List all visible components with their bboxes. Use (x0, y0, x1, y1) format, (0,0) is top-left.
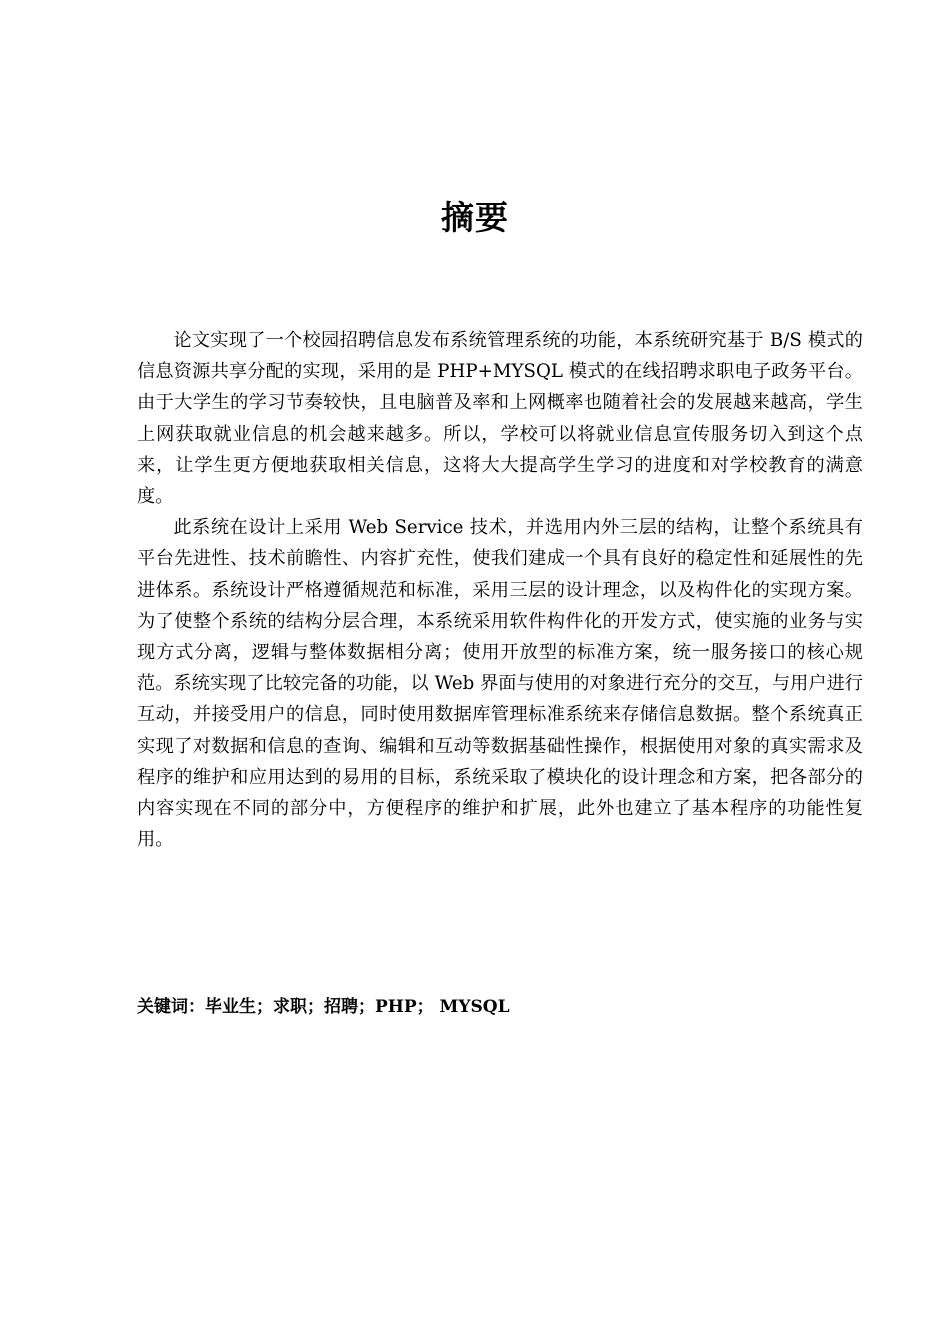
abstract-paragraph-2: 此系统在设计上采用 Web Service 技术，并选用内外三层的结构，让整个系统具有平台先进性、技术前瞻性、内容扩充性，使我们建成一个具有良好的稳定性和延展性的先进体系。系统设计严格遵循规范和标准，采用三层的设计理念，以及构件化的实现方案。为了使整个系统的结构分层合理，本系统采用软件构件化的开发方式，使实施的业务与实现方式分离，逻辑与整体数据相分离；使用开放型的标准方案，统一服务接口的核心规范。系统实现了比较完备的功能，以 Web 界面与使用的对象进行充分的交互，与用户进行互动，并接受用户的信息，同时使用数据库管理标准系统来存储信息数据。整个系统真正实现了对数据和信息的查询、编辑和互动等数据基础性操作，根据使用对象的真实需求及程序的维护和应用达到的易用的目标，系统采取了模块化的设计理念和方案，把各部分的内容实现在不同的部分中，方便程序的维护和扩展，此外也建立了基本程序的功能性复用。 (137, 517, 863, 851)
page-title: 摘要 (441, 198, 509, 237)
keywords-line: 关键词：毕业生；求职；招聘；PHP； MYSQL (137, 997, 510, 1017)
abstract-paragraph-1: 论文实现了一个校园招聘信息发布系统管理系统的功能，本系统研究基于 B/S 模式的信息资源共享分配的实现，采用的是 PHP+MYSQL 模式的在线招聘求职电子政务平台。由于大学生的学习节奏较快，且电脑普及率和上网概率也随着社会的发展越来越高，学生上网获取就业信息的机会越来越多。所以，学校可以将就业信息宣传服务切入到这个点来，让学生更方便地获取相关信息，这将大大提高学生学习的进度和对学校教育的满意度。 (137, 330, 863, 508)
abstract-body (137, 325, 863, 855)
